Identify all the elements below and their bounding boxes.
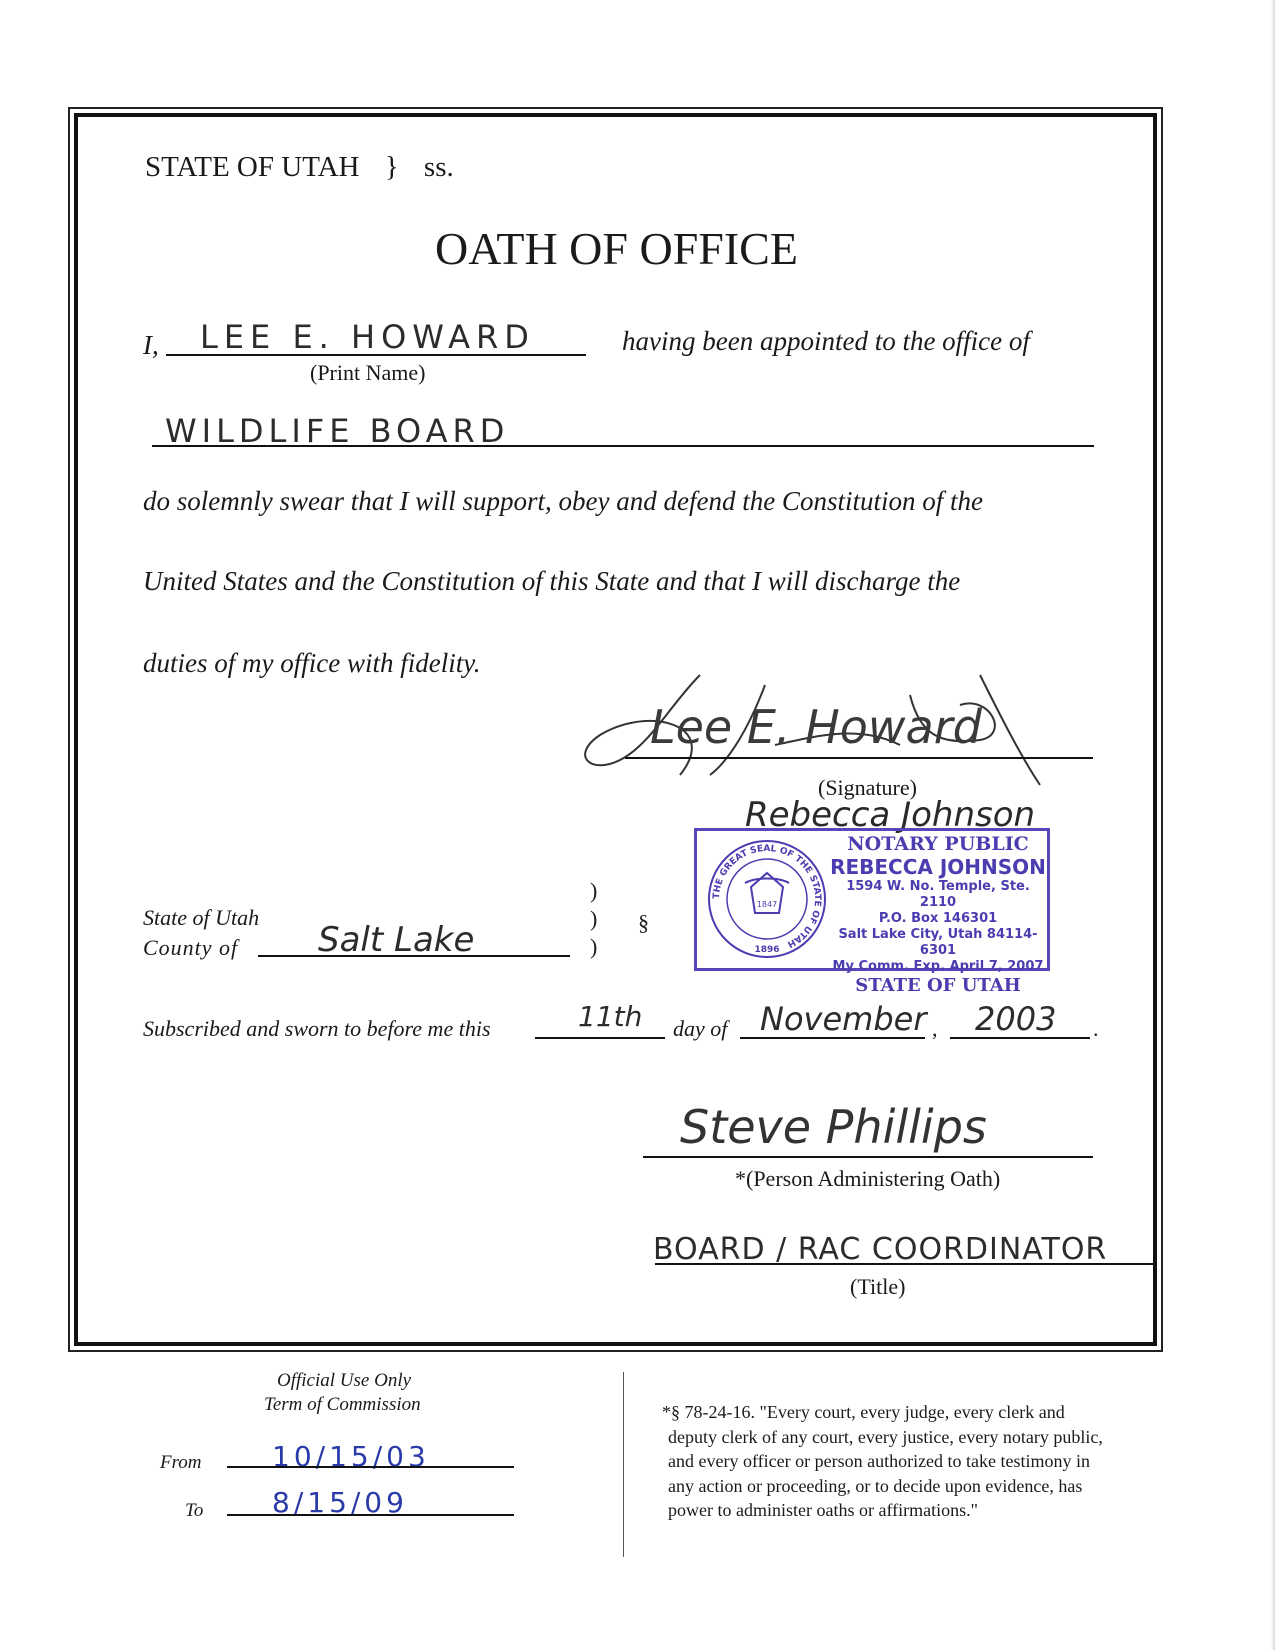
venue-paren-2: ) [590,906,598,931]
seal-ring-text: THE GREAT SEAL OF THE STATE OF UTAH [711,843,823,949]
office-value: WILDLIFE BOARD [165,412,510,450]
print-name-label: (Print Name) [310,360,426,385]
from-label: From [160,1452,202,1473]
state-heading [145,151,454,184]
oath-signature-value: Lee E. Howard [650,700,982,754]
to-line [227,1514,514,1516]
county-line [258,955,570,957]
subscribed-day-of: day of [673,1016,728,1041]
state-heading-text: STATE OF UTAH [145,151,360,183]
subscribed-text: Subscribed and sworn to before me this [143,1016,491,1041]
official-use-line-1: Official Use Only [277,1370,412,1391]
venue-county-value: Salt Lake [318,920,475,960]
subscribed-month-value: November [760,1000,927,1038]
to-label: To [185,1500,204,1521]
notary-commission: My Comm. Exp. April 7, 2007 [832,959,1044,974]
subscribed-comma: , [932,1016,938,1041]
notary-address-3: Salt Lake City, Utah 84114-6301 [838,927,1038,958]
year-line [950,1037,1090,1039]
subscribed-year-value: 2003 [975,1000,1057,1038]
notary-address-2: P.O. Box 146301 [878,911,998,926]
oath-line-2: United States and the Constitution of this State and that I will discharge the [143,566,961,596]
page-edge [1271,0,1275,1650]
signature-label: (Signature) [818,775,917,800]
oath-prefix: I, [143,330,159,360]
to-value: 8/15/09 [272,1486,408,1519]
print-name-value: LEE E. HOWARD [200,318,535,356]
office-line [152,445,1094,447]
great-seal-icon [705,837,829,961]
administering-signature: Steve Phillips [680,1100,987,1154]
notary-name: REBECCA JOHNSON [830,855,1046,879]
subscribed-day-value: 11th [578,1000,643,1033]
title-line [655,1263,1155,1265]
state-ss: ss. [423,151,454,183]
notary-seal-text [829,833,1047,997]
footnote-line-2: deputy clerk of any court, every justice, every notary public, [668,1426,1103,1447]
notary-address-1: 1594 W. No. Temple, Ste. 2110 [846,879,1030,910]
administering-label: *(Person Administering Oath) [735,1166,1001,1191]
notary-title: NOTARY PUBLIC [847,833,1029,855]
footnote-line-1: *§ 78-24-16. "Every court, every judge, every clerk and [662,1402,1065,1422]
administering-line [643,1156,1093,1158]
appointed-text: having been appointed to the office of [622,326,1030,356]
notary-seal-stamp [694,828,1050,996]
administering-title-value: BOARD / RAC COORDINATOR [653,1232,1108,1267]
state-brace: } [384,151,399,183]
seal-center-year: 1847 [756,900,778,909]
from-line [227,1466,514,1468]
print-name-line [166,354,586,356]
venue-state-label: State of Utah [143,905,260,930]
official-use-line-2: Term of Commission [264,1394,421,1415]
day-line [535,1037,665,1039]
oath-line-1: do solemnly swear that I will support, obey and defend the Constitution of the [143,486,983,516]
notary-state: STATE OF UTAH [855,975,1021,996]
venue-paren-1: ) [590,878,598,903]
signature-line [625,757,1093,759]
footnote-line-4: any action or proceeding, or to decide upon evidence, has [668,1475,1083,1496]
footnote-line-5: power to administer oaths or affirmations." [668,1500,978,1520]
notary-signature: Rebecca Johnson [745,795,1036,835]
venue-paren-3: ) [590,934,598,959]
title-label: (Title) [850,1274,906,1299]
venue-county-label: County of [143,935,239,960]
footnote-line-3: and every officer or person authorized to take testimony in [668,1451,1091,1471]
document-title: OATH OF OFFICE [435,223,798,274]
statute-footnote [662,1400,1103,1523]
month-line [740,1037,925,1039]
from-value: 10/15/03 [272,1440,430,1473]
venue-section-symbol: § [638,910,649,935]
oath-line-3: duties of my office with fidelity. [143,648,481,678]
seal-year: 1896 [754,945,780,955]
subscribed-period: . [1093,1016,1099,1041]
footer-divider [623,1372,624,1557]
